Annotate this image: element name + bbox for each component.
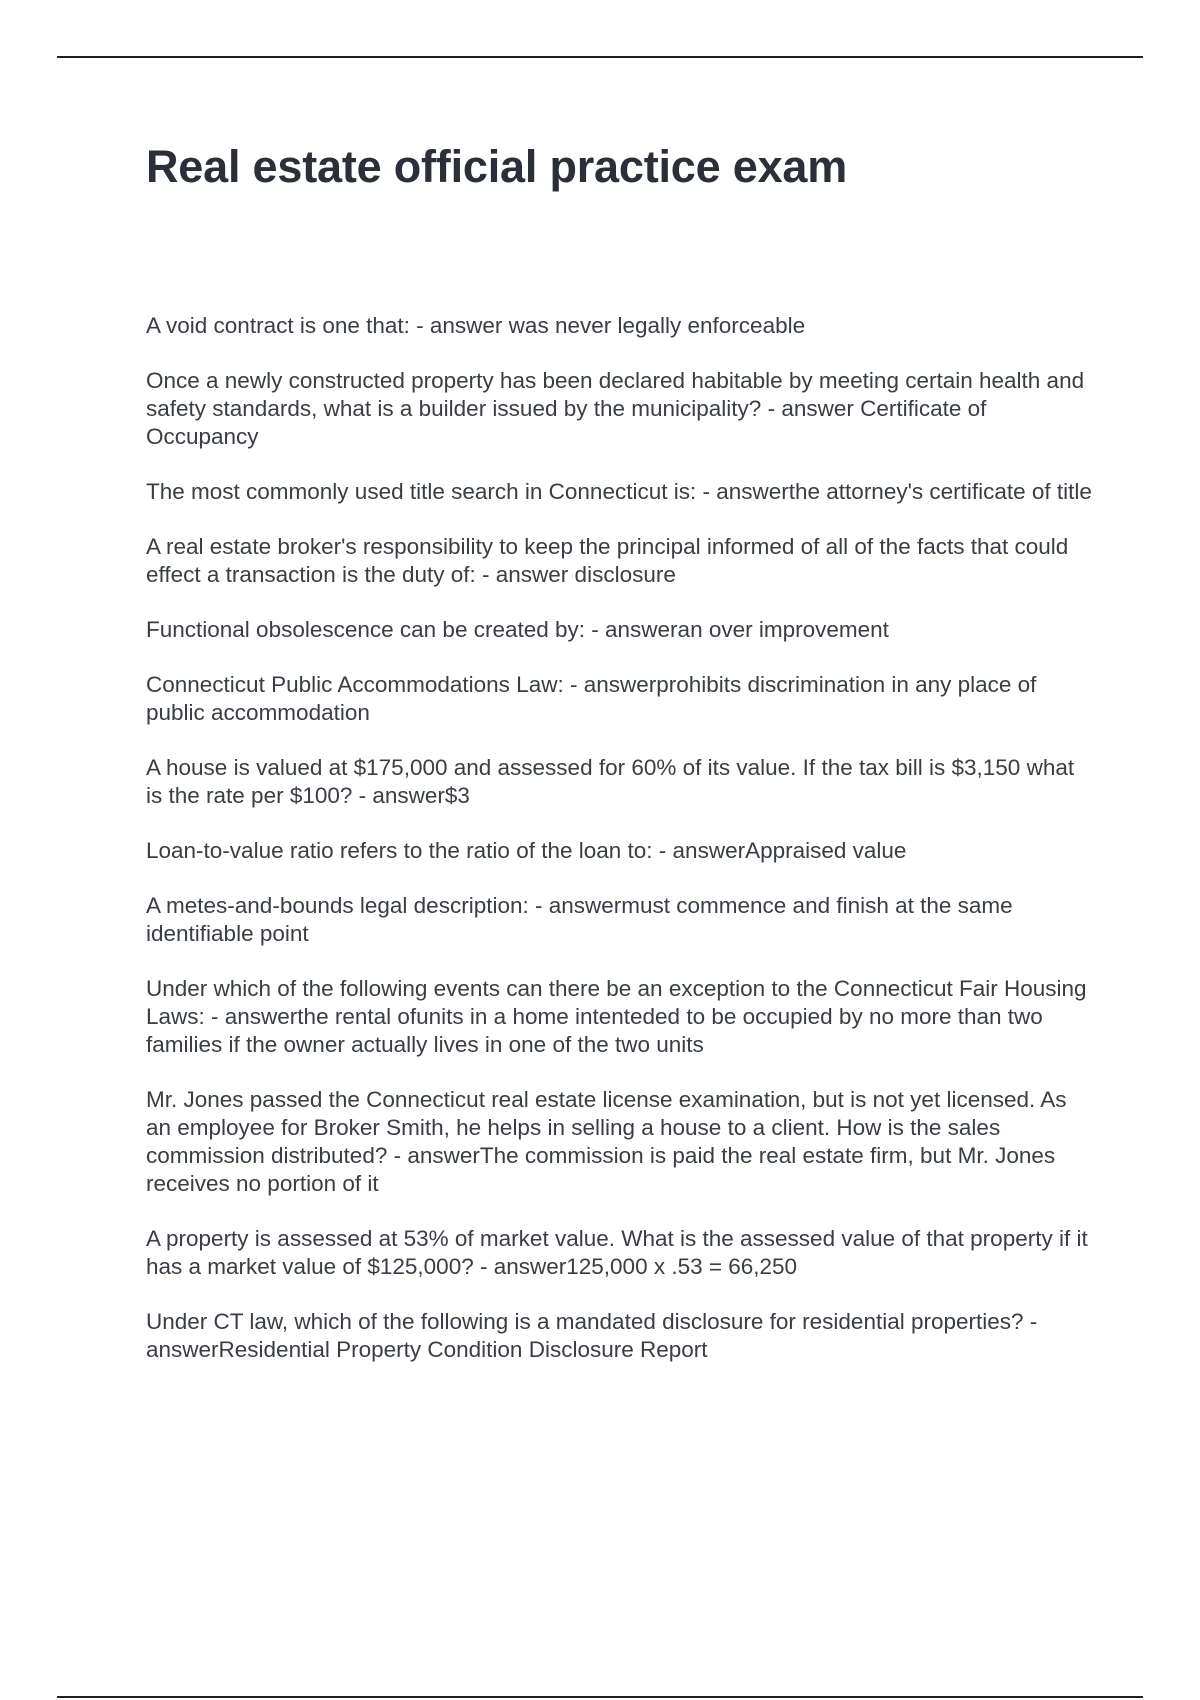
qa-item: A void contract is one that: - answer was never legally enforceable (146, 313, 806, 338)
qa-item: Connecticut Public Accommodations Law: - answerprohibits discrimination in any place of public accommodation (146, 672, 1037, 725)
qa-item: Under CT law, which of the following is a mandated disclosure for residential properties? - answerResidential Property Condition Disclosure Report (146, 1309, 1038, 1362)
qa-item: Mr. Jones passed the Connecticut real estate license examination, but is not yet licensed. As an employee for Broker Smith, he helps in selling a house to a client. How is the sales commission distributed? - answerThe commission is paid the real estate firm, but Mr. Jones receives no portion of it (146, 1087, 1067, 1196)
qa-item: Under which of the following events can there be an exception to the Connecticut Fair Housing Laws: - answerthe rental ofunits in a home intenteded to be occupied by no more than two families if the owner actually lives in one of the two units (146, 976, 1087, 1057)
qa-item: A real estate broker's responsibility to keep the principal informed of all of the facts that could effect a transaction is the duty of: - answer disclosure (146, 534, 1069, 587)
qa-item: Loan-to-value ratio refers to the ratio of the loan to: - answerAppraised value (146, 838, 907, 863)
bottom-divider (57, 1696, 1143, 1698)
qa-item: A property is assessed at 53% of market value. What is the assessed value of that property if it has a market value of $125,000? - answer125,000 x .53 = 66,250 (146, 1226, 1088, 1279)
top-divider (57, 56, 1143, 58)
qa-item: A metes-and-bounds legal description: - answermust commence and finish at the same identifiable point (146, 893, 1013, 946)
page-title: Real estate official practice exam (146, 141, 848, 192)
qa-list (146, 312, 1096, 1364)
qa-item: The most commonly used title search in Connecticut is: - answerthe attorney's certificate of title (146, 479, 1092, 504)
qa-item: Functional obsolescence can be created by: - answeran over improvement (146, 617, 889, 642)
document-body (146, 140, 1096, 1391)
qa-item: Once a newly constructed property has been declared habitable by meeting certain health and safety standards, what is a builder issued by the municipality? - answer Certificate of Occupancy (146, 368, 1085, 449)
qa-item: A house is valued at $175,000 and assessed for 60% of its value. If the tax bill is $3,150 what is the rate per $100? - answer$3 (146, 755, 1075, 808)
